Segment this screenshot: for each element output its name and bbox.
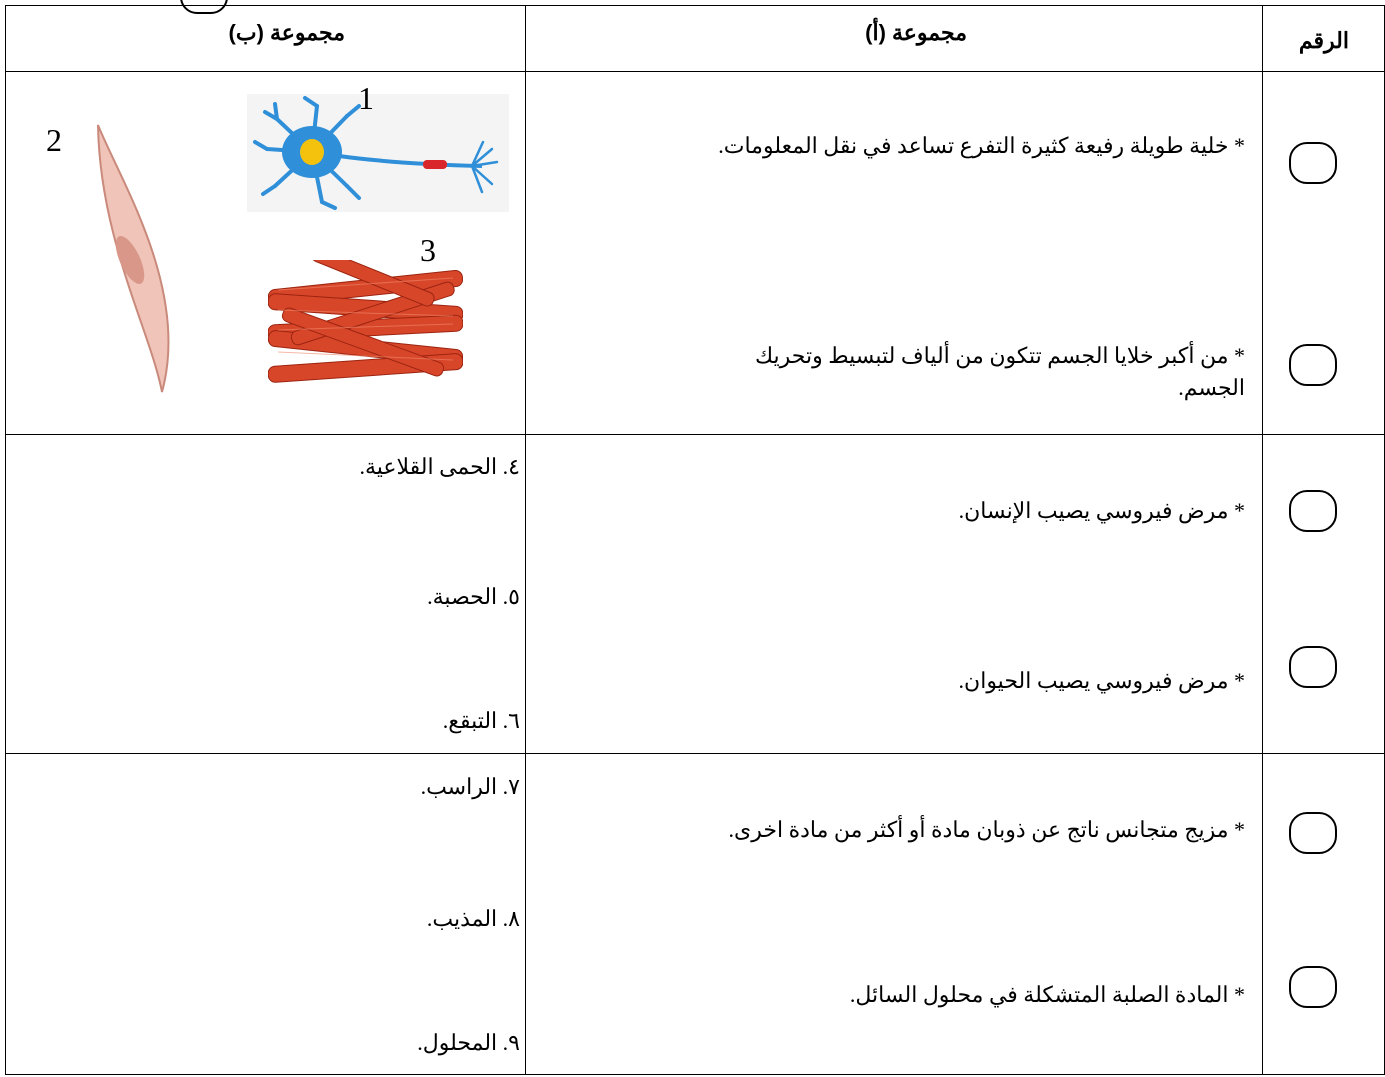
row1-a-item1: * خلية طويلة رفيعة كثيرة التفرع تساعد في نقل المعلومات. — [718, 133, 1245, 158]
row3-a-item2: * المادة الصلبة المتشكلة في محلول السائل. — [849, 982, 1245, 1007]
smooth-muscle-cell-icon — [80, 120, 190, 400]
decorative-circle-top — [180, 0, 228, 14]
answer-circle[interactable] — [1289, 490, 1337, 532]
row1-a-item2: * من أكبر خلايا الجسم تتكون من ألياف لتبسيط وتحريك الجسم. — [754, 343, 1245, 400]
neuron-cell-icon — [247, 94, 509, 212]
row2-b-item4: ٤. الحمى القلاعية. — [359, 454, 520, 479]
row2-b-item6: ٦. التبقع. — [442, 708, 520, 733]
answer-circle[interactable] — [1289, 966, 1337, 1008]
smooth-muscle-label: 2 — [46, 122, 62, 158]
answer-circle[interactable] — [1289, 142, 1337, 184]
row2-b-item5: ٥. الحصبة. — [427, 584, 520, 609]
neuron-label: 1 — [358, 80, 374, 116]
row3-b-item8: ٨. المذيب. — [426, 906, 520, 931]
answer-circle[interactable] — [1289, 812, 1337, 854]
skeletal-muscle-fibers-icon — [268, 260, 463, 390]
row2-a-item2: * مرض فيروسي يصيب الحيوان. — [958, 668, 1245, 693]
row3-b-item7: ٧. الراسب. — [420, 774, 520, 799]
row2-a-item1: * مرض فيروسي يصيب الإنسان. — [958, 498, 1245, 523]
header-group-b: مجموعة (ب) — [228, 20, 345, 45]
answer-circle[interactable] — [1289, 344, 1337, 386]
skeletal-muscle-label: 3 — [420, 232, 436, 268]
row3-b-item9: ٩. المحلول. — [417, 1030, 520, 1055]
header-number: الرقم — [1298, 28, 1349, 53]
header-group-a: مجموعة (أ) — [865, 20, 967, 45]
answer-circle[interactable] — [1289, 646, 1337, 688]
row3-a-item1: * مزيج متجانس ناتج عن ذوبان مادة أو أكثر من مادة اخرى. — [728, 817, 1245, 842]
